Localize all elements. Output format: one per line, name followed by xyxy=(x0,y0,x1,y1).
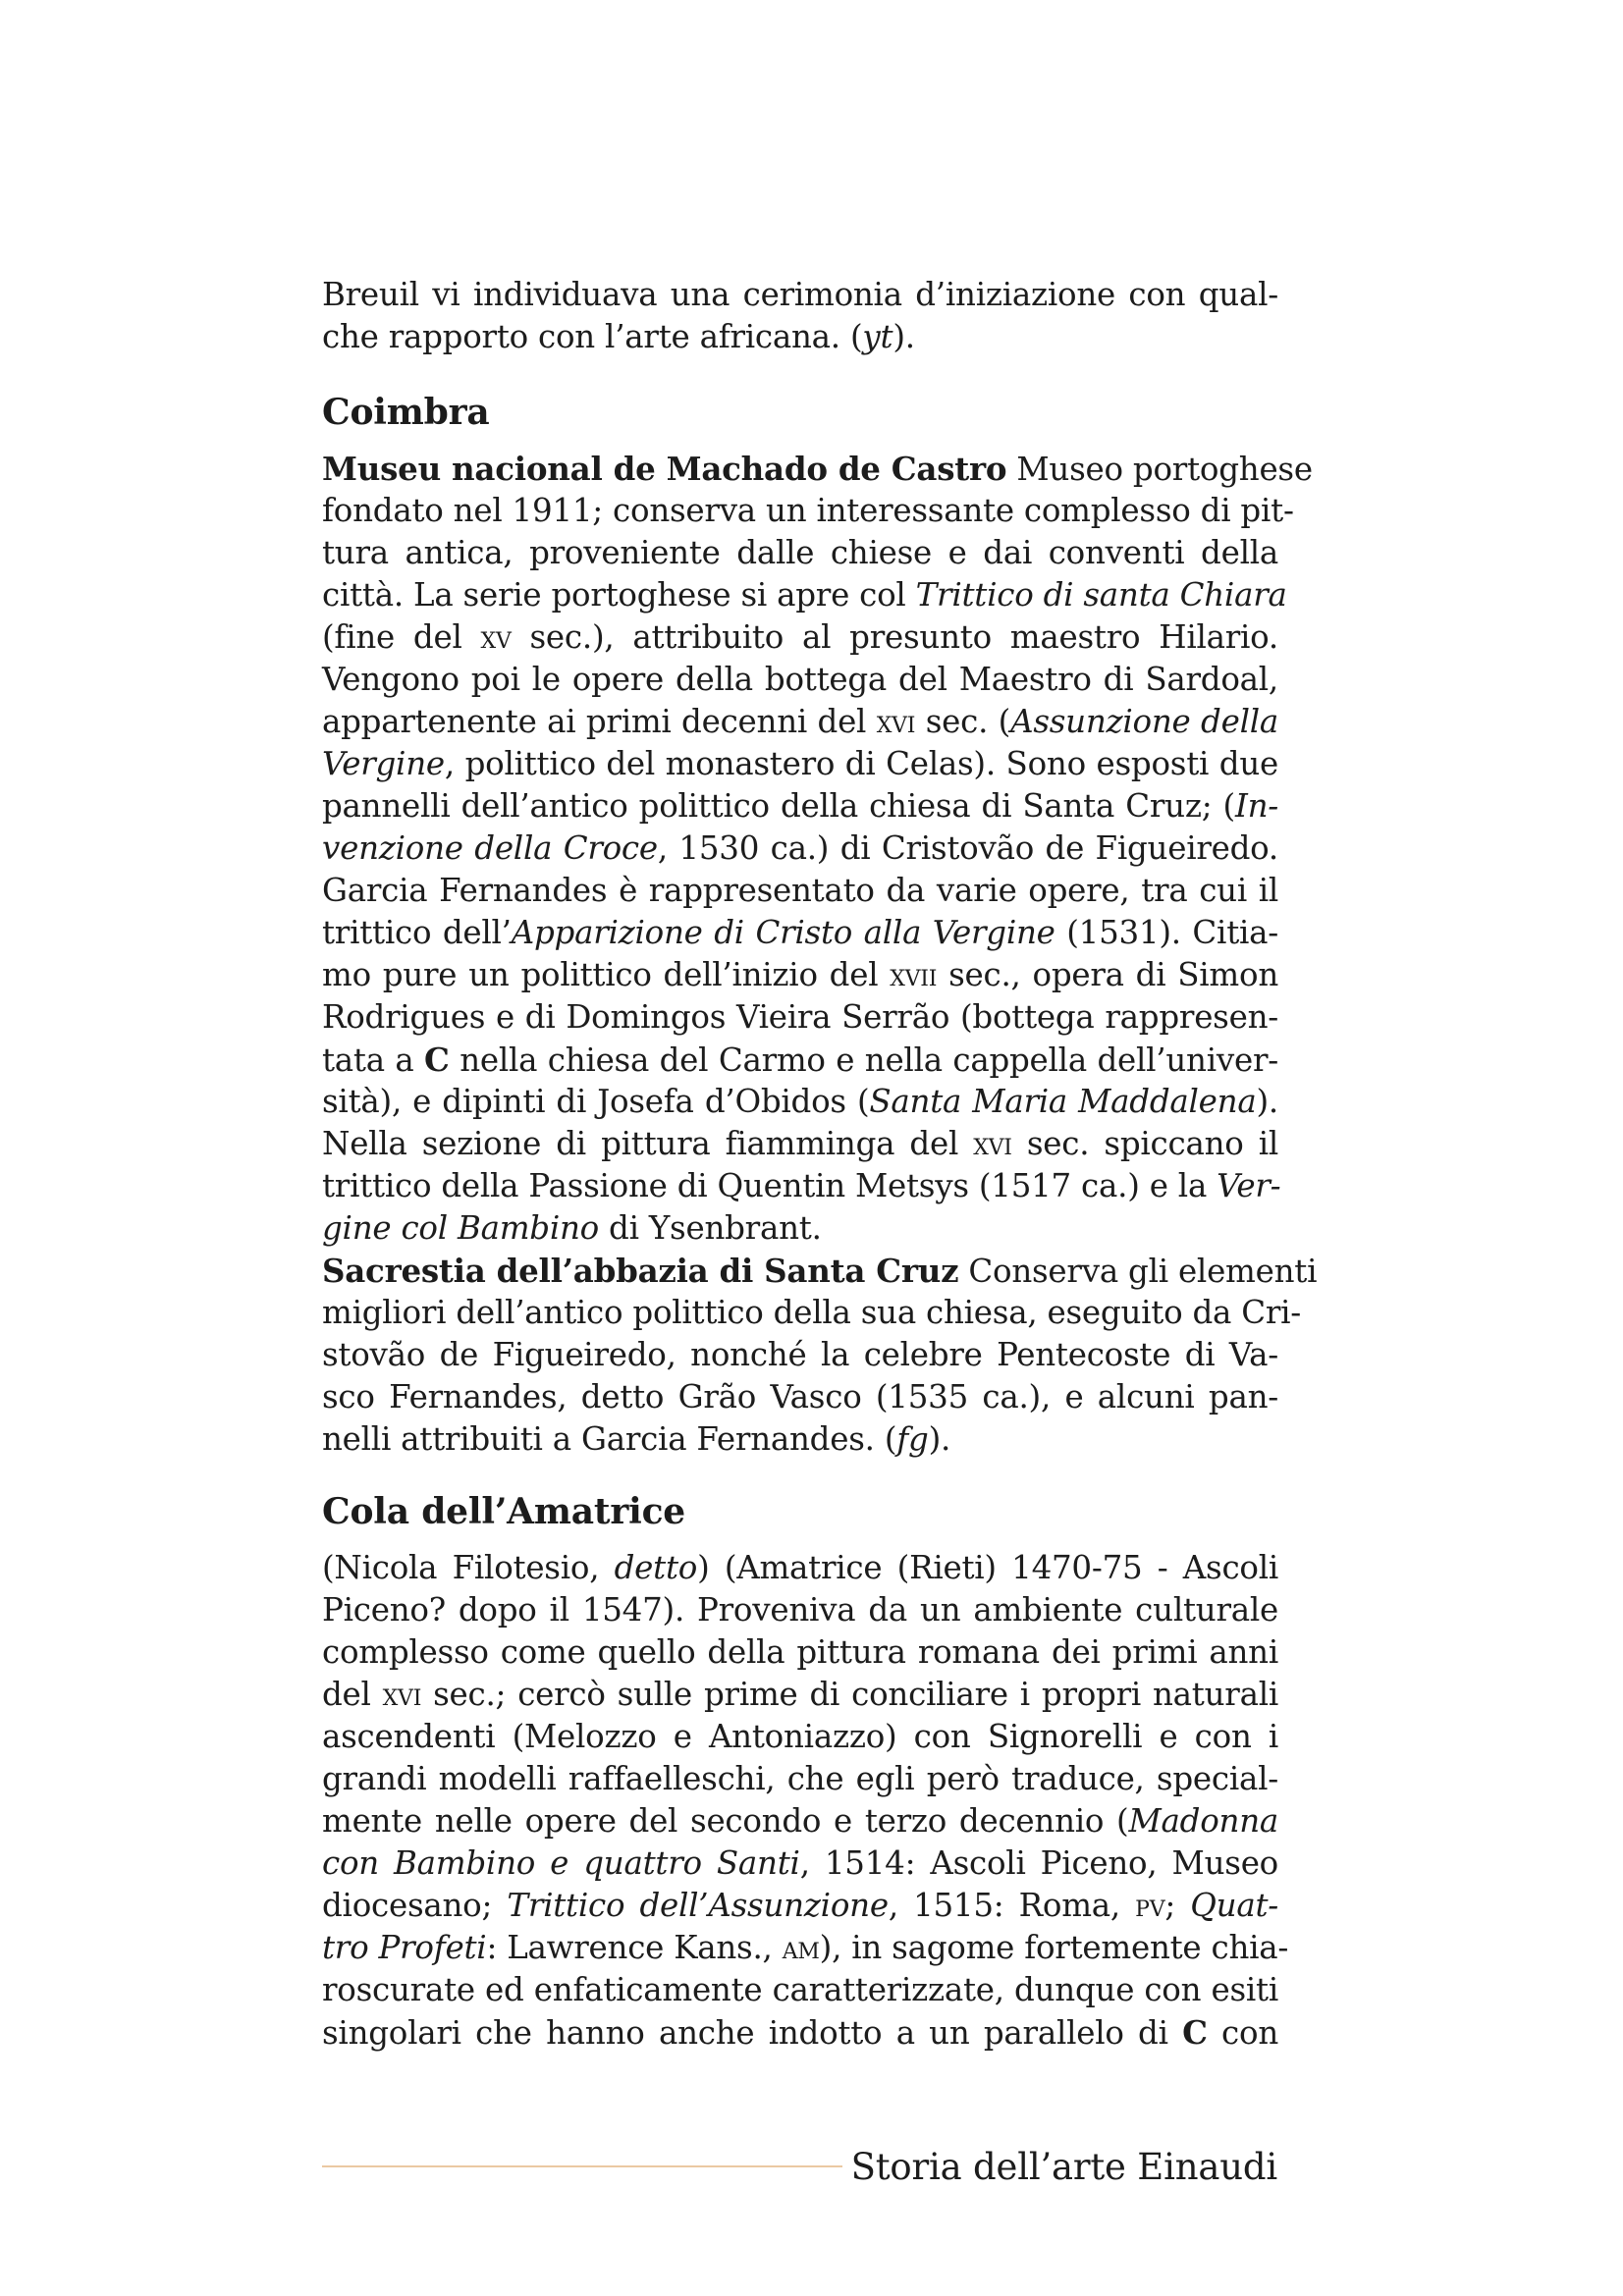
museu-title: Museu nacional de Machado de Castro xyxy=(322,450,1007,488)
museu-line-12: trittico dell’Apparizione di Cristo alla Vergine (1531). Citia- xyxy=(322,914,1279,951)
sacrestia-line-5: nelli attribuiti a Garcia Fernandes. (fg). xyxy=(322,1420,951,1458)
museu-line-9: pannelli dell’antico polittico della chiesa di Santa Cruz; (In- xyxy=(322,787,1278,825)
footer-title: Storia dell’arte Einaudi xyxy=(850,2146,1277,2188)
museu-line-13: mo pure un polittico dell’inizio del xvii sec., opera di Simon xyxy=(322,956,1279,993)
cola-line-8: con Bambino e quattro Santi, 1514: Ascoli Piceno, Museo xyxy=(322,1844,1278,1882)
museu-line-7: appartenente ai primi decenni del xvi sec. (Assunzione della xyxy=(322,703,1278,740)
museu-line-11: Garcia Fernandes è rappresentato da varie opere, tra cui il xyxy=(322,872,1278,909)
cola-line-6: grandi modelli raffaelleschi, che egli però traduce, special- xyxy=(322,1760,1278,1797)
museu-line-6: Vengono poi le opere della bottega del Maestro di Sardoal, xyxy=(322,661,1278,698)
footer-rule xyxy=(322,2165,842,2167)
museu-line-8: Vergine, polittico del monastero di Celas). Sono esposti due xyxy=(322,745,1278,782)
museu-line-5: (fine del xv sec.), attribuito al presunto maestro Hilario. xyxy=(322,618,1278,656)
museu-line-4: città. La serie portoghese si apre col Trittico di santa Chiara xyxy=(322,576,1287,614)
museu-line-1: Museu nacional de Machado de Castro Museo portoghese xyxy=(322,450,1313,488)
sacrestia-line-4: sco Fernandes, detto Grão Vasco (1535 ca.), e alcuni pan- xyxy=(322,1378,1278,1415)
intro-line-2: che rapporto con l’arte africana. (yt). xyxy=(322,318,915,355)
sacrestia-line-2: migliori dell’antico polittico della sua chiesa, eseguito da Cri- xyxy=(322,1294,1302,1331)
cola-line-2: Piceno? dopo il 1547). Proveniva da un ambiente culturale xyxy=(322,1591,1278,1629)
heading-cola-dell-amatrice: Cola dell’Amatrice xyxy=(322,1491,686,1532)
cola-line-1: (Nicola Filotesio, detto) (Amatrice (Rieti) 1470-75 - Ascoli xyxy=(322,1549,1279,1586)
museu-line-14: Rodrigues e di Domingos Vieira Serrão (bottega rappresen- xyxy=(322,998,1278,1036)
cola-line-12: singolari che hanno anche indotto a un parallelo di C con xyxy=(322,2013,1278,2052)
sacrestia-line-3: stovão de Figueiredo, nonché la celebre Pentecoste di Va- xyxy=(322,1336,1278,1373)
museu-line-15: tata a C nella chiesa del Carmo e nella cappella dell’univer- xyxy=(322,1041,1278,1079)
museu-line-19: gine col Bambino di Ysenbrant. xyxy=(322,1209,822,1247)
museu-line-10: venzione della Croce, 1530 ca.) di Cristovão de Figueiredo. xyxy=(322,829,1278,867)
museu-line-3: tura antica, proveniente dalle chiese e dai conventi della xyxy=(322,534,1278,571)
museu-line-18: trittico della Passione di Quentin Metsys (1517 ca.) e la Ver- xyxy=(322,1167,1281,1204)
cola-line-5: ascendenti (Melozzo e Antoniazzo) con Signorelli e con i xyxy=(322,1718,1278,1755)
heading-coimbra: Coimbra xyxy=(322,392,490,433)
cola-line-9: diocesano; Trittico dell’Assunzione, 1515: Roma, pv; Quat- xyxy=(322,1887,1278,1924)
sacrestia-title: Sacrestia dell’abbazia di Santa Cruz xyxy=(322,1252,959,1290)
museu-line-16: sità), e dipinti di Josefa d’Obidos (Santa Maria Maddalena). xyxy=(322,1083,1278,1120)
sacrestia-line-1: Sacrestia dell’abbazia di Santa Cruz Conserva gli elementi xyxy=(322,1252,1318,1290)
cola-line-10: tro Profeti: Lawrence Kans., am), in sagome fortemente chia- xyxy=(322,1929,1289,1966)
cola-line-3: complesso come quello della pittura romana dei primi anni xyxy=(322,1633,1278,1671)
museu-line-17: Nella sezione di pittura fiamminga del xvi sec. spiccano il xyxy=(322,1125,1278,1162)
cola-line-4: del xvi sec.; cercò sulle prime di conciliare i propri naturali xyxy=(322,1676,1278,1713)
cola-line-7: mente nelle opere del secondo e terzo decennio (Madonna xyxy=(322,1802,1278,1840)
cola-line-11: roscurate ed enfaticamente caratterizzate, dunque con esiti xyxy=(322,1971,1278,2008)
intro-line-1: Breuil vi individuava una cerimonia d’iniziazione con qual- xyxy=(322,276,1278,313)
museu-line-2: fondato nel 1911; conserva un interessante complesso di pit- xyxy=(322,492,1294,529)
